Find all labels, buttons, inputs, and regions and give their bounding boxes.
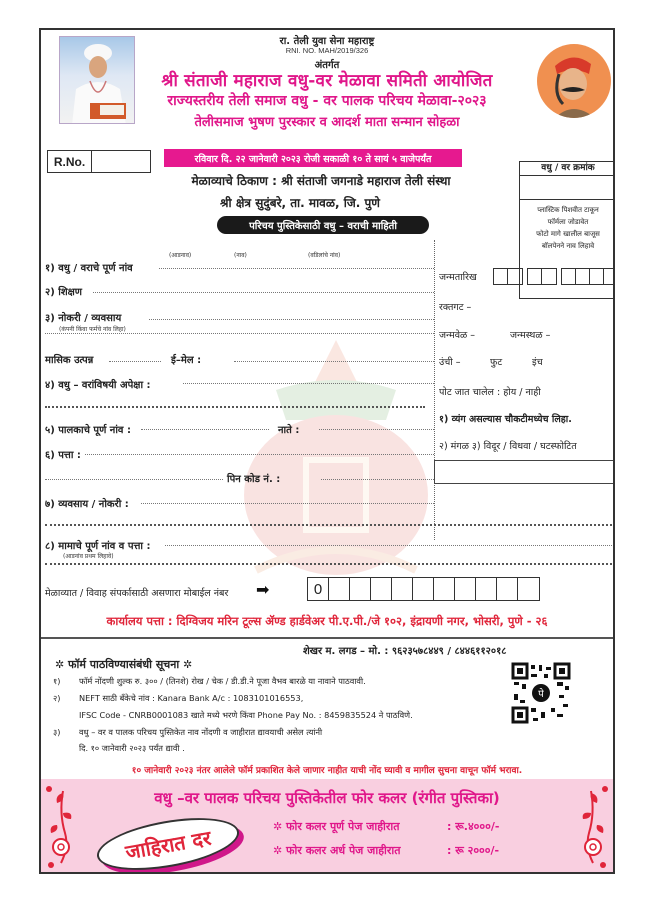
- dob-cell[interactable]: [542, 269, 556, 284]
- email-label: ई–मेल :: [171, 355, 202, 366]
- business-input-line-2[interactable]: [45, 524, 612, 526]
- full-name-input[interactable]: [159, 268, 434, 269]
- mobile-digit-cell[interactable]: 0: [308, 578, 329, 600]
- pincode-input[interactable]: [321, 479, 434, 480]
- feet-label: फुट: [490, 357, 503, 368]
- kalash-watermark: [216, 330, 456, 590]
- dob-label: जन्मतारिख: [439, 272, 477, 283]
- instruction-number: ३): [53, 727, 61, 737]
- instruction-item: [53, 676, 366, 687]
- full-name-label: १) वधु / वराचे पूर्ण नांव: [45, 263, 133, 274]
- business-input[interactable]: [141, 503, 434, 504]
- education-label: २) शिक्षण: [45, 287, 83, 298]
- contact-number: शेखर म. लगड – मो. : ९६२३५७८४४९ / ८४४६११२०१८: [303, 646, 507, 657]
- event-title: राज्यस्तरीय तेली समाज वधु - वर पालक परिचय मेळावा-२०२३: [167, 93, 487, 109]
- mobile-digit-cell[interactable]: [350, 578, 371, 600]
- instruction-item: [53, 743, 185, 754]
- instruction-number: २): [53, 693, 61, 703]
- divider-line: [41, 637, 613, 639]
- column-divider: [434, 240, 435, 540]
- ad-rate-full-page-price: : रू.४०००/-: [447, 820, 500, 833]
- education-input[interactable]: [93, 292, 434, 293]
- event-date-banner: रविवार दि. २२ जानेवारी २०२३ रोजी सकाळी १० ते सायं ५ वाजेपर्यंत: [164, 149, 462, 167]
- instruction-text: NEFT साठी बँकेचे नांव : Kanara Bank A/c : 1083101016553,: [79, 693, 304, 703]
- mobile-digit-cell[interactable]: [476, 578, 497, 600]
- dob-cell[interactable]: [562, 269, 576, 284]
- registration-form: [39, 28, 615, 874]
- dob-input[interactable]: [493, 268, 615, 285]
- dob-cell[interactable]: [576, 269, 590, 284]
- maternal-uncle-input[interactable]: [165, 545, 612, 546]
- address-label: ६) पत्ता :: [45, 450, 81, 461]
- ad-rates-badge: [93, 809, 243, 874]
- rno-input[interactable]: [92, 151, 150, 172]
- section-heading-pill: परिचय पुस्तिकेसाठी वधु – वराची माहिती: [217, 216, 429, 234]
- instruction-number: १): [53, 676, 61, 686]
- phonepe-qr-code[interactable]: [511, 662, 571, 724]
- mobile-digit-cell[interactable]: [455, 578, 476, 600]
- address-input-line-2[interactable]: [45, 479, 223, 480]
- fathername-hint: (वडिलांचे नांव): [308, 252, 341, 259]
- kramank-input[interactable]: [520, 176, 615, 200]
- svg-text:पे: पे: [538, 689, 544, 700]
- occupation-hint: (कंपनी किंवा फर्मचे नांव लिहा): [59, 326, 126, 333]
- photo-note-line: फॉर्मला जोडावेत: [547, 218, 589, 226]
- maternal-uncle-hint: (आडनांव प्रथम लिहावे): [63, 553, 114, 560]
- dob-cell[interactable]: [590, 269, 604, 284]
- occupation-input[interactable]: [149, 319, 434, 320]
- instructions-heading: ✲ फॉर्म पाठविण्यासंबंधी सूचना ✲: [55, 658, 193, 671]
- instruction-text: वधु – वर व पालक परिचय पुस्तिकेत नाव नोंदणी व जाहीरात द्यावयाची असेल त्यांनी: [79, 727, 323, 737]
- mobile-digit-cell[interactable]: [371, 578, 392, 600]
- occupation-input-line-2[interactable]: [45, 333, 434, 334]
- instruction-text: दि. १० जानेवारी २०२३ पर्यंत द्यावी .: [79, 743, 185, 753]
- arrow-right-icon: ➡: [256, 580, 270, 599]
- guardian-name-input[interactable]: [141, 429, 269, 430]
- dob-cell[interactable]: [508, 269, 522, 284]
- mobile-number-input[interactable]: [307, 577, 540, 601]
- mobile-digit-cell[interactable]: [497, 578, 518, 600]
- address-input[interactable]: [85, 454, 434, 455]
- office-address: कार्यालय पत्ता : दिग्विजय मरिन टूल्स ॲण्ड हार्डवेअर पी.ए.पी./जे १०२, इंद्रायणी नगर, भोसरी, पुणे - २६: [106, 614, 548, 628]
- dob-cell[interactable]: [604, 269, 615, 284]
- relation-input[interactable]: [319, 429, 434, 430]
- sub-caste-label: पोट जात चालेल : होय / नाही: [439, 387, 541, 398]
- advertisement-rates-banner: [41, 779, 613, 874]
- maternal-uncle-label: ८) मामाचे पूर्ण नांव व पत्ता :: [45, 541, 151, 552]
- dob-cell[interactable]: [528, 269, 542, 284]
- firstname-hint: (नाव): [234, 252, 247, 259]
- monthly-income-label: मासिक उत्पन्न: [45, 355, 94, 366]
- email-input[interactable]: [234, 361, 434, 362]
- business-label: ७) व्यवसाय / नोकरी :: [45, 499, 129, 510]
- dob-cell[interactable]: [494, 269, 508, 284]
- height-label: उंची –: [439, 357, 461, 368]
- venue-line-1: मेळाव्याचे ठिकाण : श्री संताजी जगनाडे महाराज तेली संस्था: [191, 174, 451, 188]
- mobile-digit-cell[interactable]: [413, 578, 434, 600]
- instruction-item: [53, 727, 322, 738]
- registration-number-box: [47, 150, 151, 173]
- expectations-label: ४) वधु – वरांविषयी अपेक्षा :: [45, 380, 151, 391]
- guardian-name-label: ५) पालकाचे पूर्ण नांव :: [45, 425, 131, 436]
- instruction-text: IFSC Code - CNRB0001083 खाते मध्ये भरणे किंवा Phone Pay No. : 8459835524 ने पाठविणे.: [79, 710, 413, 720]
- organization-name: रा. तेली युवा सेना महाराष्ट्र: [279, 36, 375, 47]
- mobile-digit-cell[interactable]: [518, 578, 539, 600]
- expectations-input-line-2[interactable]: [45, 406, 425, 408]
- relation-label: नाते :: [278, 425, 300, 436]
- instruction-item: [53, 710, 413, 721]
- deadline-notice: १० जानेवारी २०२३ नंतर आलेले फॉर्म प्रकाशित केले जाणार नाहीत याची नोंद घ्यावी व मागील सुचना वाचून फॉर्म भरावा.: [131, 766, 523, 776]
- event-subtitle: तेलीसमाज भुषण पुरस्कार व आदर्श माता सन्मान सोहळा: [194, 115, 460, 130]
- photo-note-line: बॉलपेनने नाव लिहावे: [541, 242, 595, 250]
- rni-number: RNI. NO. MAH/2019/326: [285, 46, 369, 55]
- instruction-text: फॉर्म नोंदणी शुल्क रु. ३०० / (तिनशे) रोख / चेक / डी.डी.ने पूजा वैभव बारळे या नावाने पाठवावी.: [79, 676, 366, 686]
- photo-note-line: फोटो मागे खालील बाजूस: [536, 230, 600, 238]
- occupation-label: ३) नोकरी / व्यवसाय: [45, 313, 122, 324]
- antargat-label: अंतर्गत: [314, 60, 340, 71]
- venue-line-2: श्री क्षेत्र सुदुंबरे, ता. मावळ, जि. पुणे: [220, 196, 380, 210]
- marital-status-note: २) मंगळ ३) विदूर / विधवा / घटस्फोटित: [439, 441, 577, 452]
- special-status-input[interactable]: [434, 460, 615, 484]
- inch-label: इंच: [532, 357, 543, 368]
- ad-rate-half-page-price: : रू २०००/-: [447, 844, 500, 857]
- mobile-digit-cell[interactable]: [392, 578, 413, 600]
- maternal-uncle-input-line-2[interactable]: [45, 563, 612, 565]
- monthly-income-input[interactable]: [109, 361, 161, 362]
- photo-note-line: प्लास्टिक पिशवीत टाकून: [537, 206, 599, 214]
- birth-place-label: जन्मस्थळ –: [510, 330, 551, 341]
- mobile-label: मेळाव्यात / विवाह संपर्कासाठी असणारा मोबाईल नंबर: [45, 588, 229, 599]
- mobile-digit-cell[interactable]: [329, 578, 350, 600]
- disability-note: १) व्यंग असल्यास चौकटीमध्येच लिहा.: [439, 414, 572, 425]
- ad-rates-badge-label: जाहिरात दर: [123, 825, 213, 864]
- surname-hint: (आडनाव): [169, 252, 192, 259]
- expectations-input[interactable]: [183, 383, 434, 384]
- main-title: श्री संताजी महाराज वधु-वर मेळावा समिती आयोजित: [161, 71, 493, 91]
- pincode-label: पिन कोड नं. :: [227, 474, 281, 485]
- ad-banner-title: वधु –वर पालक परिचय पुस्तिकेतील फोर कलर (रंगीत पुस्तिका): [154, 789, 500, 807]
- ad-rate-full-page-label: ✲ फोर कलर पूर्ण पेज जाहीरात: [273, 820, 400, 833]
- rno-label: R.No.: [48, 151, 92, 172]
- mobile-digit-cell[interactable]: [434, 578, 455, 600]
- birth-time-label: जन्मवेळ –: [439, 330, 476, 341]
- instruction-item: [53, 693, 303, 704]
- blood-group-label: रक्तगट –: [439, 302, 472, 313]
- kramank-heading: वधु / वर क्रमांक: [520, 162, 615, 176]
- ad-rate-half-page-label: ✲ फोर कलर अर्ध पेज जाहीरात: [273, 844, 401, 857]
